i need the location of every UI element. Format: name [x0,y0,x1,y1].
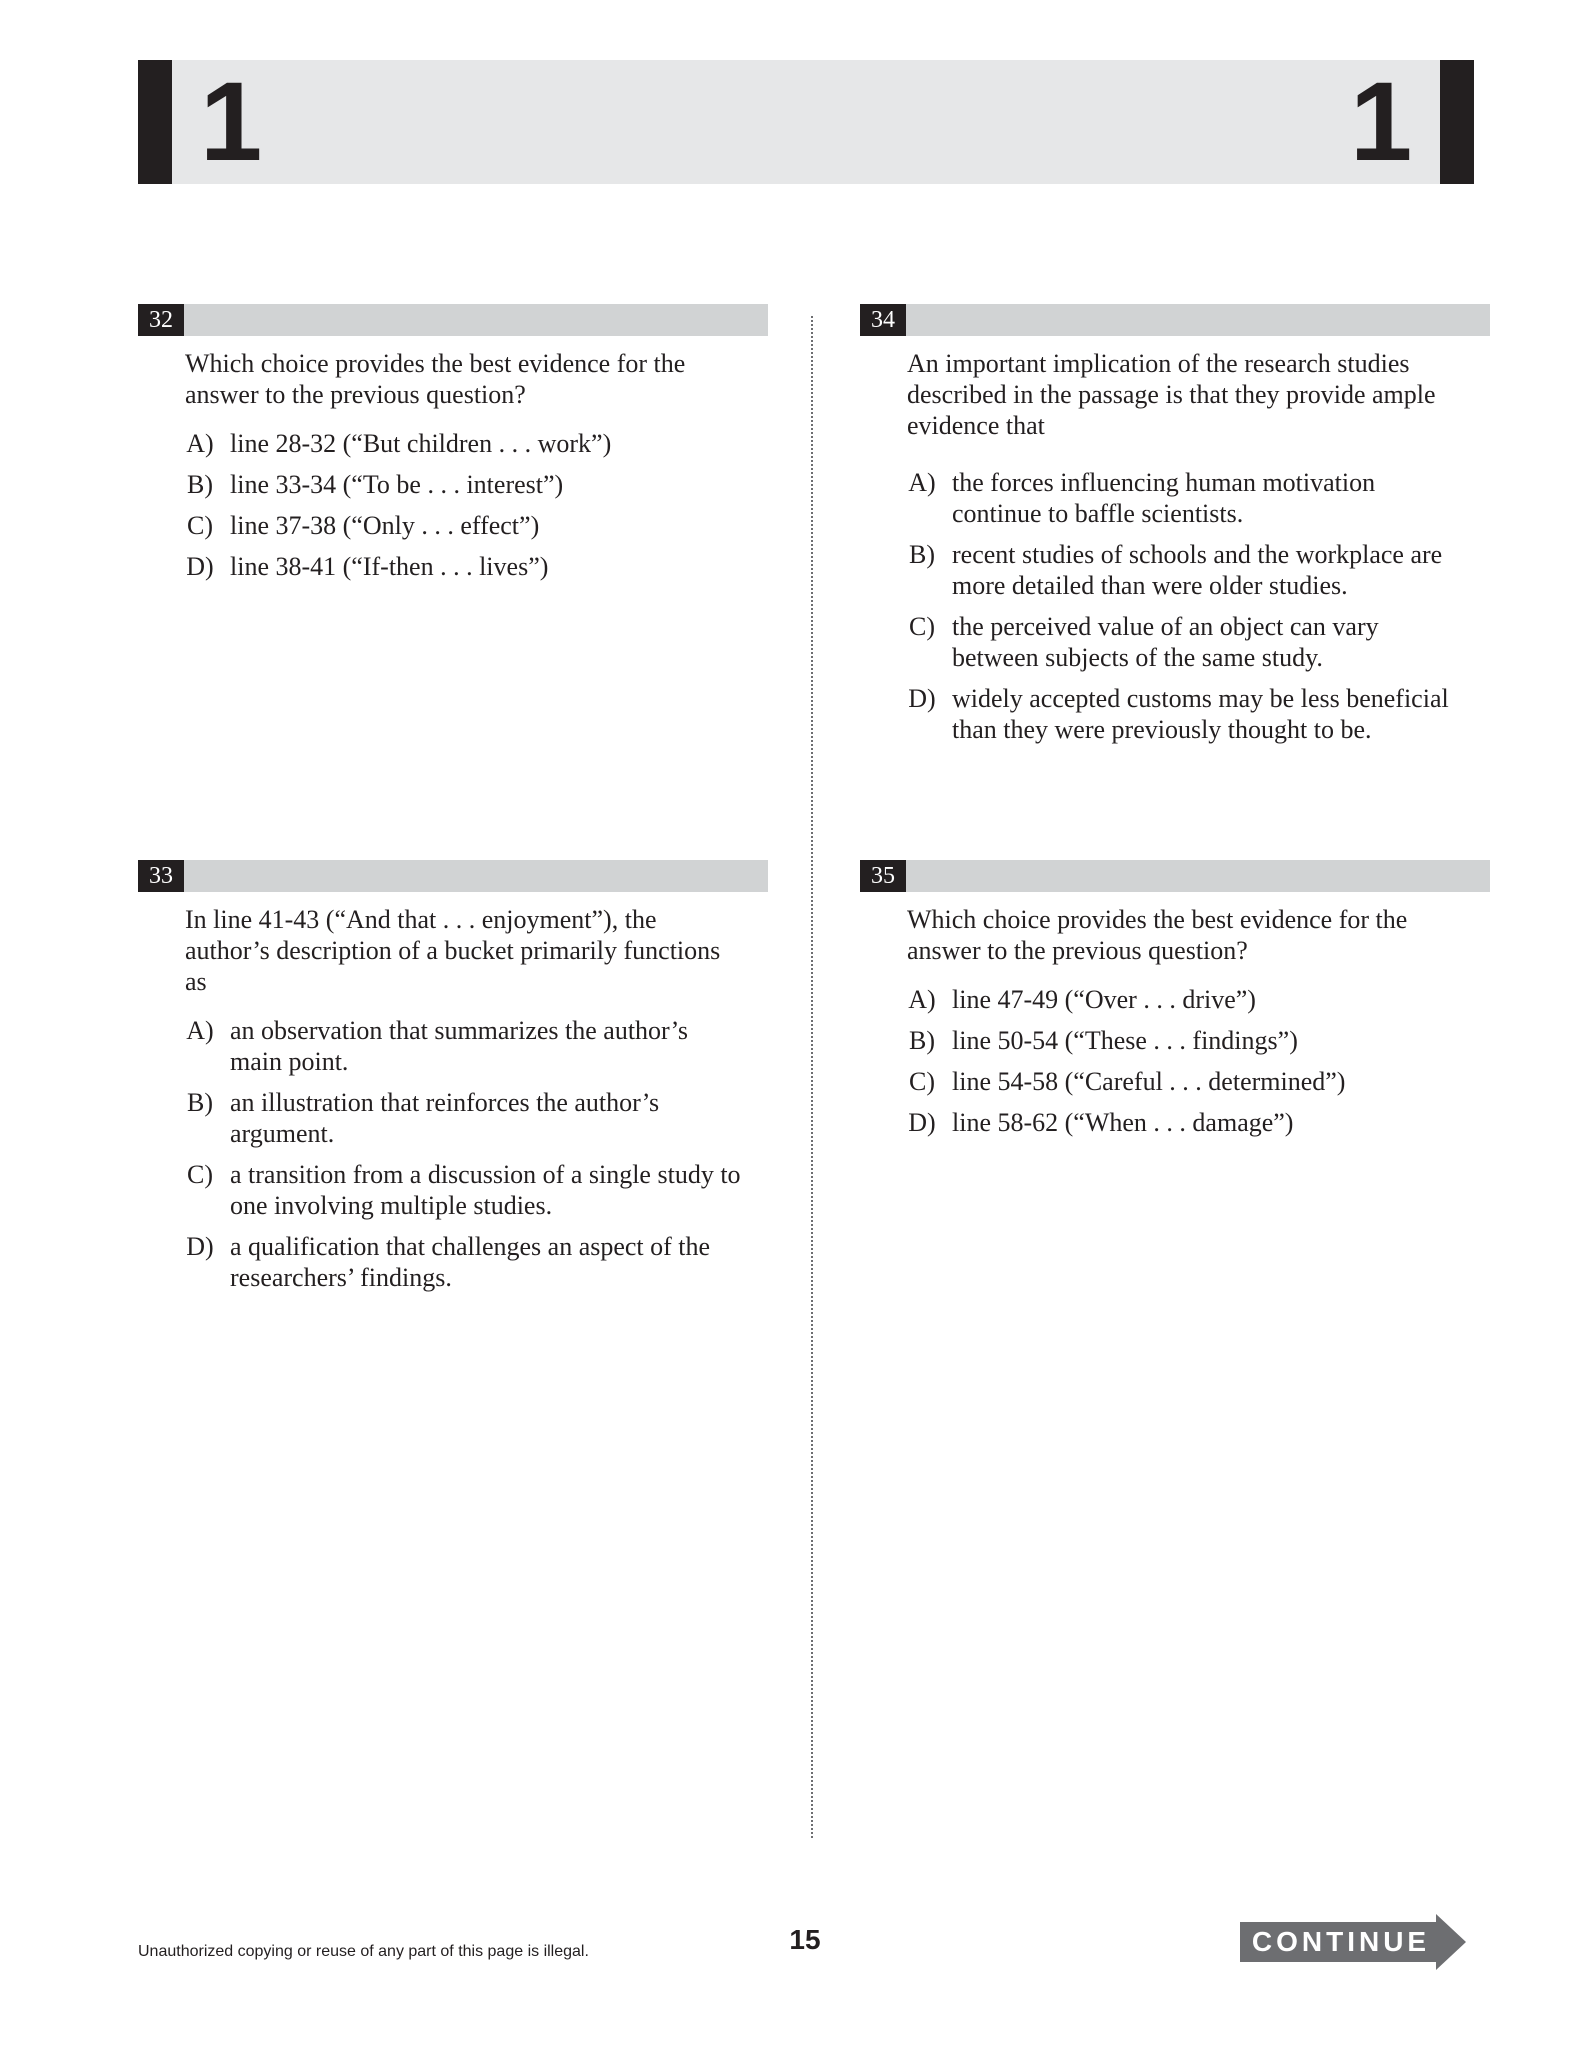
question-stem: Which choice provides the best evidence for the answer to the previous question? [907,905,1408,965]
answer-choice-a[interactable] [138,1015,768,1077]
choice-letter: D) [908,1108,936,1137]
answer-choice-a[interactable] [860,467,1490,529]
choice-letter: A) [908,468,936,497]
question-bar [138,860,768,892]
column-divider [811,316,813,1838]
choice-letter: A) [186,1016,214,1045]
choice-letter: B) [187,1088,213,1117]
question-bar [138,304,768,336]
answer-choice-d[interactable] [138,551,768,582]
answer-choice-c[interactable] [138,510,768,541]
choice-text: line 38-41 (“If-then . . . lives”) [230,552,549,581]
choice-text: line 28-32 (“But children . . . work”) [230,429,612,458]
choice-text: line 58-62 (“When . . . damage”) [952,1108,1294,1137]
choice-text: the perceived value of an object can vary between subjects of the same study. [952,612,1379,672]
answer-choice-b[interactable] [860,1025,1490,1056]
answer-choices [138,428,768,582]
choice-letter: A) [186,429,214,458]
question-32 [138,304,768,592]
choice-text: line 47-49 (“Over . . . drive”) [952,985,1256,1014]
section-number-right: 1 [1350,59,1413,184]
choice-text: line 33-34 (“To be . . . interest”) [230,470,564,499]
question-34 [860,304,1490,755]
question-number: 34 [860,304,906,336]
question-stem: In line 41-43 (“And that . . . enjoyment”), the author’s description of a bucket primarily functions as [185,905,721,996]
choice-letter: B) [909,540,935,569]
choice-letter: C) [187,511,213,540]
answer-choice-b[interactable] [138,1087,768,1149]
question-bar [860,860,1490,892]
answer-choice-c[interactable] [860,611,1490,673]
continue-label: CONTINUE [1251,1926,1431,1957]
question-number: 33 [138,860,184,892]
choice-text: line 50-54 (“These . . . findings”) [952,1026,1298,1055]
choice-letter: C) [909,612,935,641]
question-number: 32 [138,304,184,336]
choice-letter: D) [908,684,936,713]
answer-choice-d[interactable] [860,1107,1490,1138]
answer-choice-a[interactable] [138,428,768,459]
choice-text: a qualification that challenges an aspect of the researchers’ findings. [230,1232,711,1292]
section-header-right-bar [1440,60,1474,184]
section-number-left: 1 [200,59,263,184]
page-number: 15 [789,1924,821,1955]
answer-choice-b[interactable] [860,539,1490,601]
choice-text: an illustration that reinforces the author’s argument. [230,1088,660,1148]
choice-text: the forces influencing human motivation continue to baffle scientists. [952,468,1376,528]
choice-letter: C) [909,1067,935,1096]
choice-letter: A) [908,985,936,1014]
choice-text: recent studies of schools and the workplace are more detailed than were older studies. [952,540,1443,600]
question-stem: Which choice provides the best evidence for the answer to the previous question? [185,349,686,409]
choice-letter: D) [186,552,214,581]
choice-text: a transition from a discussion of a single study to one involving multiple studies. [230,1160,741,1220]
choice-text: an observation that summarizes the author’s main point. [230,1016,689,1076]
answer-choice-c[interactable] [860,1066,1490,1097]
answer-choices [860,467,1490,745]
choice-letter: B) [909,1026,935,1055]
answer-choice-c[interactable] [138,1159,768,1221]
continue-button[interactable] [1240,1914,1466,1970]
question-number: 35 [860,860,906,892]
choice-text: widely accepted customs may be less beneficial than they were previously thought to be. [952,684,1449,744]
choice-letter: D) [186,1232,214,1261]
choice-letter: B) [187,470,213,499]
question-stem: An important implication of the research studies described in the passage is that they provide ample evidence that [907,349,1436,440]
question-bar [860,304,1490,336]
answer-choice-d[interactable] [138,1231,768,1293]
section-header-band [138,60,1474,184]
answer-choice-d[interactable] [860,683,1490,745]
choice-letter: C) [187,1160,213,1189]
answer-choice-a[interactable] [860,984,1490,1015]
answer-choice-b[interactable] [138,469,768,500]
question-33 [138,860,768,1303]
answer-choices [860,984,1490,1138]
answer-choices [138,1015,768,1293]
copyright-notice: Unauthorized copying or reuse of any part of this page is illegal. [138,1943,589,1960]
choice-text: line 37-38 (“Only . . . effect”) [230,511,540,540]
section-header-left-bar [138,60,172,184]
question-35 [860,860,1490,1148]
choice-text: line 54-58 (“Careful . . . determined”) [952,1067,1346,1096]
